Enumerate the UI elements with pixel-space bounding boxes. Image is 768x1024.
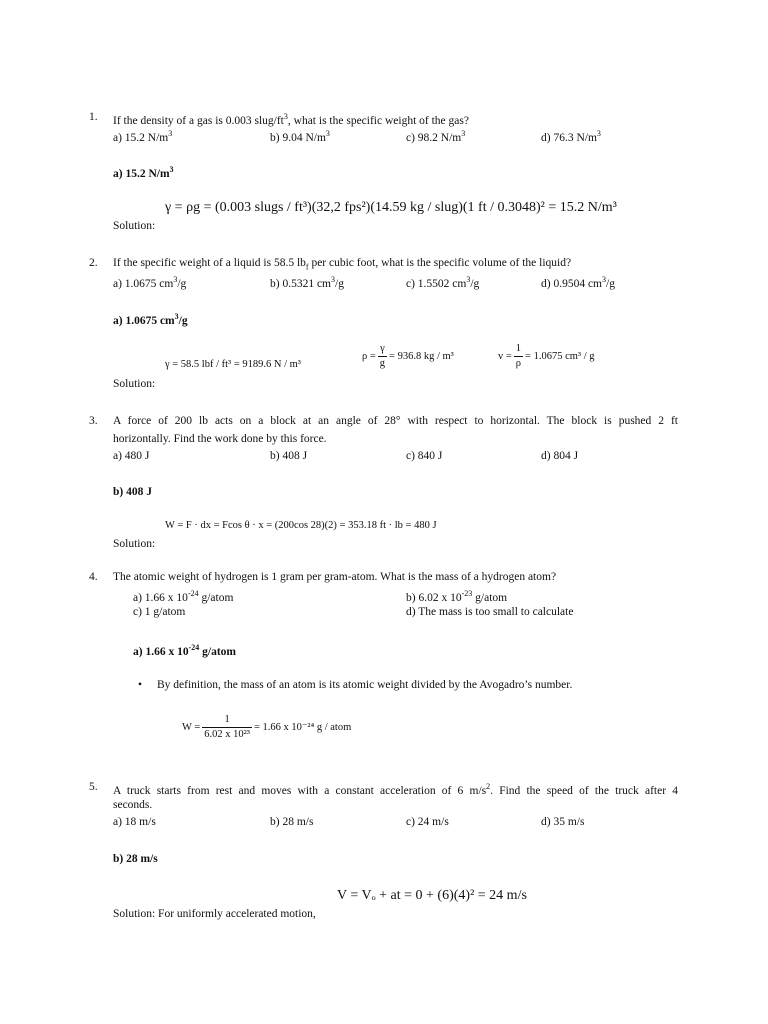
answer: a) 15.2 $N/m^3$	[113, 165, 174, 180]
question-number: 4.	[89, 571, 98, 583]
option-a: a) 1.0675 $cm^3/g$	[113, 275, 187, 290]
equation-specific-weight: γ = 58.5 lbf / ft³ = 9189.6 N / m³	[165, 359, 301, 370]
option-b: b) 0.5321 $cm^3/g$	[270, 275, 344, 290]
option-b: b) 28 m/s	[270, 816, 314, 828]
equation-specific-volume: v = $\frac{1}{\rho}$ = 1.0675 cm³ / g	[498, 343, 595, 369]
option-b: b) 408 J	[270, 450, 308, 462]
equation: W = F · dx = Fcos θ · x = (200cos 28)(2) = 353.18 ft · lb = 480 J	[165, 520, 437, 531]
question-text-line2: horizontally. Find the work done by this force.	[113, 433, 327, 445]
question-number: 2.	[89, 257, 98, 269]
question-number: 5.	[89, 781, 98, 793]
question-text-line1: A force of 200 lb acts on a block at an angle of 28° with respect to horizontal. The block is pushed 2 ft	[113, 415, 678, 427]
equation: W = $\frac{1}{\text{6.02 x 10²³}}$ = 1.66 x 10⁻²⁴ g / atom	[182, 714, 352, 740]
option-a: a) 15.2 $N/m^3$	[113, 129, 173, 144]
equation: γ = ρg = (0.003 slugs / ft³)(32,2 fps²)(14.59 kg / slug)(1 ft / 0.3048)² = 15.2 N/m³	[165, 200, 617, 215]
answer: b) 28 m/s	[113, 853, 158, 865]
option-c: c) 24 m/s	[406, 816, 449, 828]
question-text: The atomic weight of hydrogen is 1 gram per gram-atom. What is the mass of a hydrogen atom?	[113, 571, 557, 583]
question-text-line1: A truck starts from rest and moves with a constant acceleration of 6 $m/s^2$. Find the speed of the truck after 4	[113, 782, 678, 797]
question-text: If the specific weight of a liquid is 58.5 $lb_f$ per cubic foot, what is the specific volume of the liquid?	[113, 257, 572, 272]
option-b: b) 9.04 $N/m^3$	[270, 129, 330, 144]
equation-density: ρ = $\frac{\gamma}{g}$ = 936.8 kg / m³	[362, 343, 454, 369]
question-number: 3.	[89, 415, 98, 427]
answer: b) 408 J	[113, 486, 152, 498]
option-a: a) 18 m/s	[113, 816, 156, 828]
option-c: c) 1.5502 $cm^3/g$	[406, 275, 480, 290]
option-c: c) 1 g/atom	[133, 606, 186, 618]
bullet-text: By definition, the mass of an atom is its atomic weight divided by the Avogadro’s number.	[157, 679, 573, 691]
answer: a) 1.0675 $cm^3/g$	[113, 312, 188, 327]
equation: V = Vₒ + at = 0 + (6)(4)² = 24 m/s	[337, 888, 527, 903]
question-text-line2: seconds.	[113, 799, 153, 811]
option-d: d) 804 J	[541, 450, 579, 462]
option-c: c) 98.2 $N/m^3$	[406, 129, 466, 144]
answer: a) 1.66 x $10^{-24}$ g/atom	[133, 643, 236, 658]
bullet-icon: •	[138, 679, 143, 691]
option-d: d) 35 m/s	[541, 816, 585, 828]
option-b: b) 6.02 x $10^{-23}$ g/atom	[406, 589, 508, 604]
option-d: d) 0.9504 $cm^3/g$	[541, 275, 615, 290]
option-a: a) 1.66 x $10^{-24}$ g/atom	[133, 589, 234, 604]
option-c: c) 840 J	[406, 450, 443, 462]
question-number: 1.	[89, 111, 98, 123]
solution-label: Solution: For uniformly accelerated motion,	[113, 908, 316, 920]
solution-label: Solution:	[113, 378, 156, 390]
option-d: d) 76.3 $N/m^3$	[541, 129, 601, 144]
option-a: a) 480 J	[113, 450, 150, 462]
solution-label: Solution:	[113, 220, 156, 232]
solution-label: Solution:	[113, 538, 156, 550]
option-d: d) The mass is too small to calculate	[406, 606, 574, 618]
question-text: If the density of a gas is 0.003 slug/$ft^3$, what is the specific weight of the gas?	[113, 112, 469, 127]
